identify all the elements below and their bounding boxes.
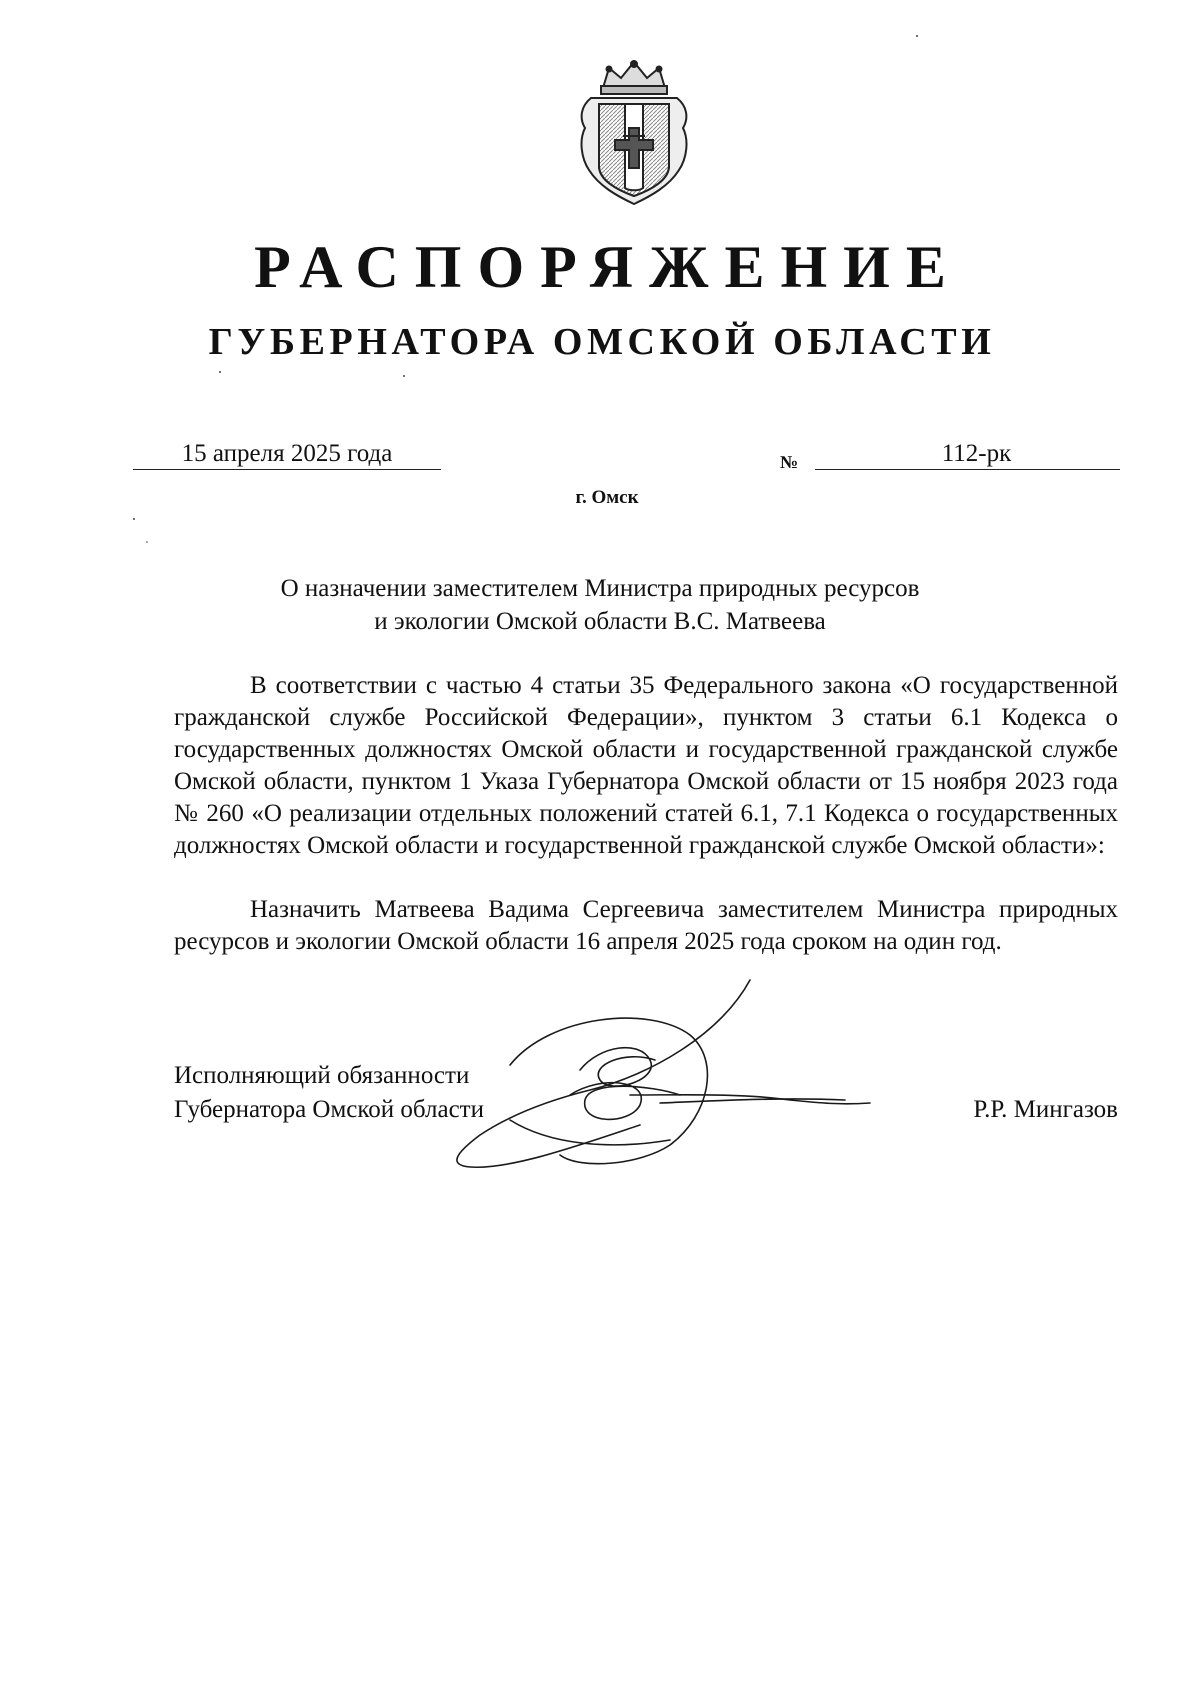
signer-name: Р.Р. Мингазов — [973, 1096, 1118, 1123]
document-title: РАСПОРЯЖЕНИЕ — [254, 234, 962, 300]
signer-position-line-2: Губернатора Омской области — [174, 1096, 484, 1123]
document-date: 15 апреля 2025 года — [181, 440, 393, 467]
subject-line-1: О назначении заместителем Министра природных ресурсов — [280, 575, 920, 602]
paragraph-text: Назначить Матвеева Вадима Сергеевича заместителем Министра природных ресурсов и экологии Омской области 16 апреля 2025 года сроком на один год. — [174, 896, 1118, 955]
document-city: г. Омск — [575, 487, 639, 508]
paragraph-text: В соответствии с частью 4 статьи 35 Федерального закона «О государственной гражданской службе Российской Федерации», пунктом 3 статьи 6.1 Кодекса о государственных должностях Омской области и государственной гражданской службе Омской области, пунктом 1 Указа Губернатора Омской области от 15 ноября 2023 года № 260 «О реализации отдельных положений статей 6.1, 7.1 Кодекса о государственных должностях Омской области и государственной гражданской службе Омской области»: — [174, 672, 1118, 859]
number-label: № — [780, 452, 799, 472]
signer-position-line-1: Исполняющий обязанности — [174, 1062, 470, 1089]
document-subtitle: ГУБЕРНАТОРА ОМСКОЙ ОБЛАСТИ — [208, 321, 996, 363]
document-number: 112-рк — [941, 440, 1012, 467]
subject-line-2: и экологии Омской области В.С. Матвеева — [374, 608, 826, 635]
